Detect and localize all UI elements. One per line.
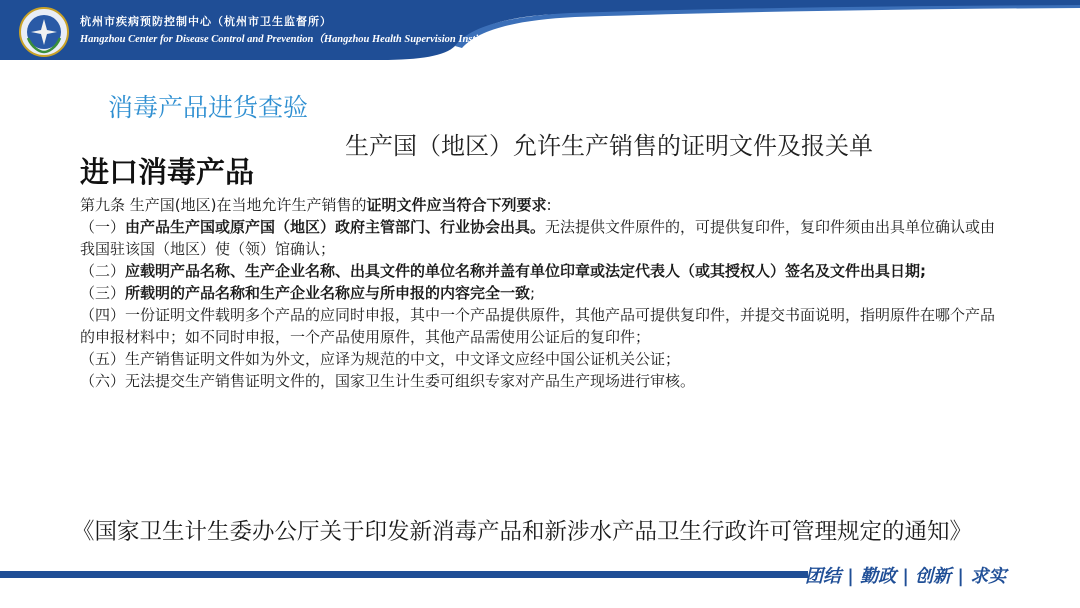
notice-title: 《国家卫生计生委办公厅关于印发新消毒产品和新涉水产品卫生行政许可管理规定的通知》 [72, 519, 973, 545]
cdc-emblem-icon [18, 6, 70, 58]
article-item-5: （五）生产销售证明文件如为外文，应译为规范的中文，中文译文应经中国公证机关公证； [80, 350, 681, 368]
organization-name-en: Hangzhou Center for Disease Control and Prevention（Hangzhou Health Supervision Institution） [80, 34, 515, 45]
article-intro [80, 194, 1000, 216]
article-item-2 [80, 260, 1000, 282]
article-intro-emphasis: 证明文件应当符合下列要求 [366, 196, 547, 214]
motto: 团结 | 勤政 | 创新 | 求实 [805, 566, 1007, 587]
item-3-number: （三） [80, 284, 126, 302]
item-1-text: 无法提供文件原件的，可提供复印件，复印件须由出具单位确认或由我国驻该国（地区）使（领）馆确认； [80, 218, 996, 258]
article-item-4: （四）一份证明文件载明多个产品的应同时申报，其中一个产品提供原件，其他产品可提供复印件，并提交书面说明，指明原件在哪个产品的申报材料中；如不同时申报，一个产品使用原件，其他产品需使用公证后的复印件； [80, 306, 996, 346]
footer-bar [0, 571, 808, 578]
item-1-emphasis: 由产品生产国或原产国（地区）政府主管部门、行业协会出具。 [125, 218, 546, 236]
article-item-1 [80, 216, 1000, 260]
item-2-number: （二） [80, 262, 126, 280]
section-title: 消毒产品进货查验 [108, 93, 309, 122]
article-text [80, 194, 1000, 392]
sub-heading: 生产国（地区）允许生产销售的证明文件及报关单 [345, 132, 873, 160]
item-1-number: （一） [80, 218, 126, 236]
article-item-3 [80, 282, 1000, 304]
item-3-end: ; [530, 284, 536, 302]
organization-name-cn: 杭州市疾病预防控制中心（杭州市卫生监督所） [80, 15, 332, 28]
article-item-6: （六）无法提交生产销售证明文件的，国家卫生计生委可组织专家对产品生产现场进行审核。 [80, 372, 696, 390]
article-intro-colon: : [546, 196, 552, 214]
item-2-emphasis: 应载明产品名称、生产企业名称、出具文件的单位名称并盖有单位印章或法定代表人（或其授权人）签名及文件出具日期; [125, 262, 927, 280]
header-banner [0, 0, 1080, 66]
item-3-emphasis: 所载明的产品名称和生产企业名称应与所申报的内容完全一致 [125, 284, 531, 302]
main-heading: 进口消毒产品 [80, 155, 255, 189]
article-intro-text: 第九条 生产国(地区)在当地允许生产销售的 [80, 196, 367, 214]
